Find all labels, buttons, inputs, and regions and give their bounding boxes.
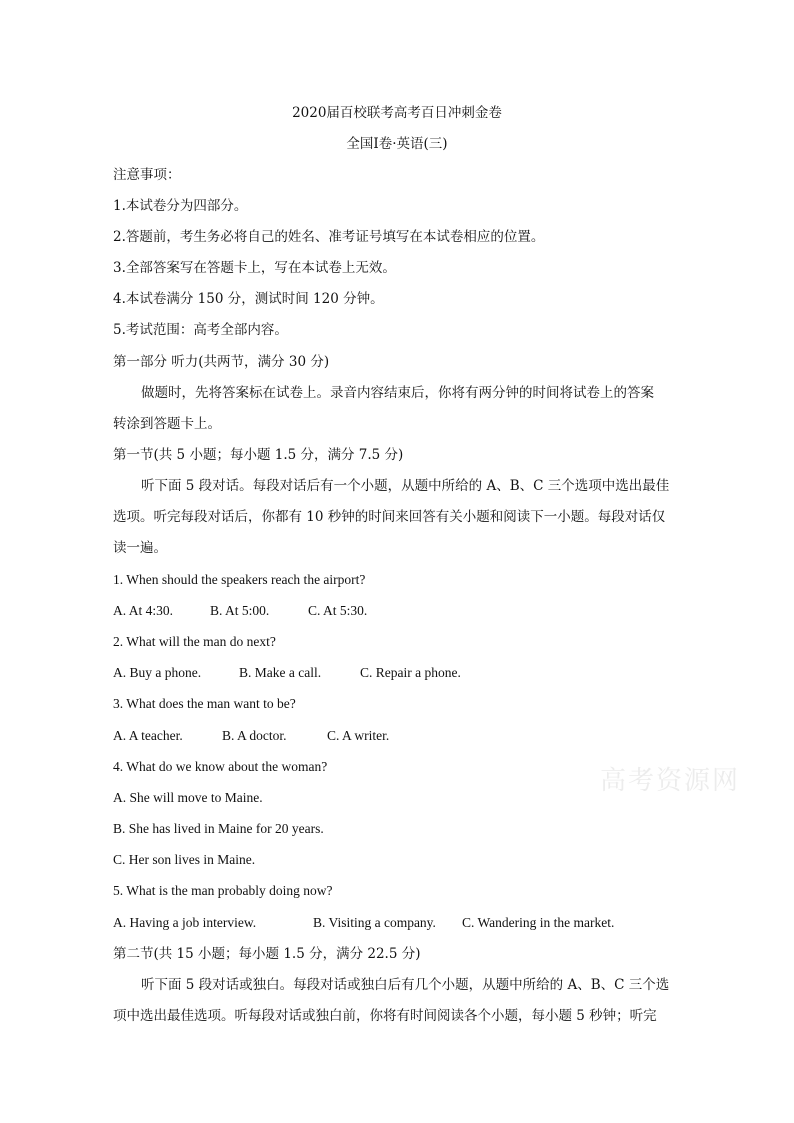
option-b: B. A doctor. <box>222 728 287 743</box>
option-b: B. Make a call. <box>239 665 322 680</box>
question-4-option-c: C. Her son lives in Maine. <box>113 852 256 867</box>
section1-intro-line2: 选项。听完每段对话后，你都有 10 秒钟的时间来回答有关小题和阅读下一小题。每段对话仅 <box>113 509 666 525</box>
option-a: A. At 4:30. <box>113 603 174 618</box>
option-b: B. Visiting a company. <box>313 915 436 930</box>
question-5-options <box>113 914 614 932</box>
section2-intro-line2: 项中选出最佳选项。听每段对话或独白前，你将有时间阅读各个小题，每小题 5 秒钟；听完 <box>113 1008 657 1024</box>
section1-intro-line1: 听下面 5 段对话。每段对话后有一个小题，从题中所给的 A、B、C 三个选项中选出最佳 <box>141 478 670 494</box>
option-c: C. At 5:30. <box>308 603 368 618</box>
question-4-stem: 4. What do we know about the woman? <box>113 759 328 774</box>
question-2-options <box>113 664 461 682</box>
option-a: A. Buy a phone. <box>113 665 202 680</box>
option-c: C. A writer. <box>327 728 390 743</box>
section2-heading: 第二节(共 15 小题；每小题 1.5 分，满分 22.5 分) <box>113 946 421 962</box>
question-1-stem: 1. When should the speakers reach the airport? <box>113 572 366 587</box>
section2-intro-line1: 听下面 5 段对话或独白。每段对话或独白后有几个小题，从题中所给的 A、B、C 三个选 <box>141 977 670 993</box>
question-3-options <box>113 727 389 745</box>
exam-subtitle: 全国Ⅰ卷·英语(三) <box>346 136 448 152</box>
exam-title: 2020届百校联考高考百日冲刺金卷 <box>292 105 502 121</box>
question-1-options <box>113 602 367 620</box>
option-a: A. Having a job interview. <box>113 915 257 930</box>
note-item-4: 4.本试卷满分 150 分，测试时间 120 分钟。 <box>113 291 384 307</box>
section1-intro-line3: 读一遍。 <box>113 540 167 556</box>
section1-heading: 第一节(共 5 小题；每小题 1.5 分，满分 7.5 分) <box>113 447 404 463</box>
option-b: B. At 5:00. <box>210 603 270 618</box>
part1-heading: 第一部分 听力(共两节，满分 30 分) <box>113 354 330 370</box>
question-3-stem: 3. What does the man want to be? <box>113 696 296 711</box>
option-a: A. A teacher. <box>113 728 183 743</box>
option-c: C. Wandering in the market. <box>462 915 615 930</box>
option-c: C. Repair a phone. <box>360 665 461 680</box>
note-item-2: 2.答题前，考生务必将自己的姓名、准考证号填写在本试卷相应的位置。 <box>113 229 545 245</box>
part1-intro-line1: 做题时，先将答案标在试卷上。录音内容结束后，你将有两分钟的时间将试卷上的答案 <box>141 385 654 401</box>
note-item-1: 1.本试卷分为四部分。 <box>113 198 248 214</box>
question-2-stem: 2. What will the man do next? <box>113 634 276 649</box>
note-item-5: 5.考试范围：高考全部内容。 <box>113 322 288 338</box>
note-item-3: 3.全部答案写在答题卡上，写在本试卷上无效。 <box>113 260 396 276</box>
question-5-stem: 5. What is the man probably doing now? <box>113 883 333 898</box>
watermark: 高考资源网 <box>600 766 741 796</box>
notes-heading: 注意事项： <box>113 167 181 183</box>
question-4-option-a: A. She will move to Maine. <box>113 790 263 805</box>
question-4-option-b: B. She has lived in Maine for 20 years. <box>113 821 324 836</box>
part1-intro-line2: 转涂到答题卡上。 <box>113 416 221 432</box>
